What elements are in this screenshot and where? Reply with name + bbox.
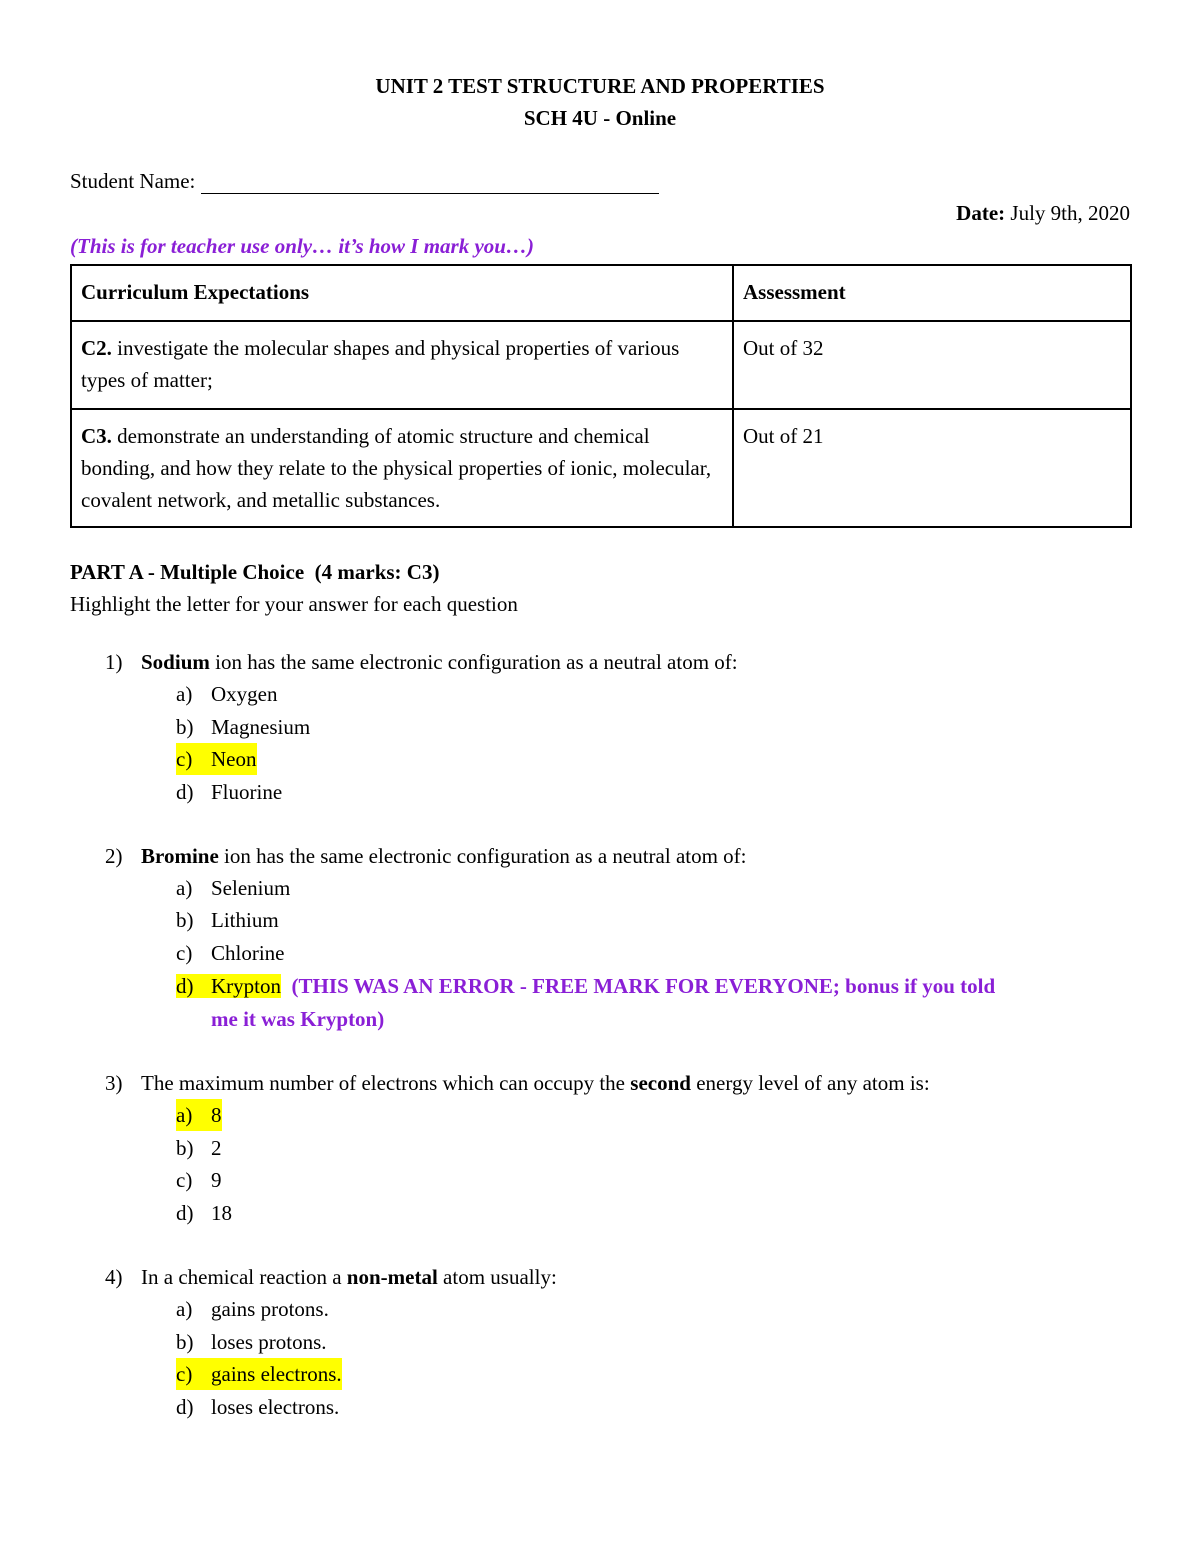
option-1a[interactable]: a) Oxygen [176,682,278,706]
header-curriculum: Curriculum Expectations [71,265,733,321]
question-number: 3) [105,1071,123,1095]
option-2a[interactable]: a) Selenium [176,876,291,900]
question-keyword: Bromine [141,844,219,868]
assessment-cell: Out of 32 [733,321,1131,409]
option-1d[interactable]: d) Fluorine [176,780,283,804]
teacher-note: (This is for teacher use only… it’s how I mark you…) [70,234,534,258]
option-3b[interactable]: b) 2 [176,1136,222,1160]
table-row [71,321,1131,409]
question-keyword: second [630,1071,691,1095]
question-2: 2) Bromine ion has the same electronic configuration as a neutral atom of: [105,840,747,872]
option-4d[interactable]: d) loses electrons. [176,1395,340,1419]
question-3: 3) The maximum number of electrons which can occupy the second energy level of any atom is: [105,1067,930,1099]
option-2d-highlighted[interactable]: d) Krypton [176,974,281,998]
date-label: Date: [956,201,1006,225]
option-3c[interactable]: c) 9 [176,1168,222,1192]
option-1c-highlighted[interactable]: c) Neon [176,743,257,775]
curriculum-table [70,264,1132,528]
course-code: SCH 4U - Online [523,106,677,130]
question-number: 2) [105,844,123,868]
student-name-field [70,169,659,194]
student-name-blank[interactable] [201,171,659,194]
option-3d[interactable]: d) 18 [176,1201,232,1225]
part-a-title: PART A - Multiple Choice (4 marks: C3) [70,560,440,584]
table-row [71,409,1131,527]
expectation-text: demonstrate an understanding of atomic structure and chemical bonding, and how they relate to the physical properties of ionic, molecular, covalent network, and metallic substances. [81,424,712,512]
date-line [956,201,1130,226]
question-number: 4) [105,1265,123,1289]
expectation-cell [71,321,733,409]
date-value: July 9th, 2020 [1010,201,1130,225]
error-note: (THIS WAS AN ERROR - FREE MARK FOR EVERYONE; bonus if you told [291,974,996,998]
table-header-row [71,265,1131,321]
header-assessment: Assessment [733,265,1131,321]
question-4: 4) In a chemical reaction a non-metal atom usually: [105,1261,557,1293]
option-1b[interactable]: b) Magnesium [176,715,311,739]
question-keyword: Sodium [141,650,210,674]
question-1: 1) Sodium ion has the same electronic configuration as a neutral atom of: [105,646,738,678]
option-3a-highlighted[interactable]: a) 8 [176,1099,222,1131]
assessment-cell: Out of 21 [733,409,1131,527]
expectation-code: C2. [81,336,112,360]
option-4b[interactable]: b) loses protons. [176,1330,327,1354]
option-2d-row [176,970,995,1002]
error-note-continued: me it was Krypton) [211,1007,385,1031]
option-2b[interactable]: b) Lithium [176,908,279,932]
option-2c[interactable]: c) Chlorine [176,941,285,965]
part-a-instructions: Highlight the letter for your answer for each question [70,592,518,616]
question-number: 1) [105,650,123,674]
test-title: UNIT 2 TEST STRUCTURE AND PROPERTIES [375,74,825,98]
option-4a[interactable]: a) gains protons. [176,1297,329,1321]
expectation-code: C3. [81,424,112,448]
student-name-label: Student Name: [70,169,196,193]
option-4c-highlighted[interactable]: c) gains electrons. [176,1358,342,1390]
question-keyword: non-metal [346,1265,438,1289]
expectation-cell [71,409,733,527]
expectation-text: investigate the molecular shapes and physical properties of various types of matter; [81,336,680,392]
